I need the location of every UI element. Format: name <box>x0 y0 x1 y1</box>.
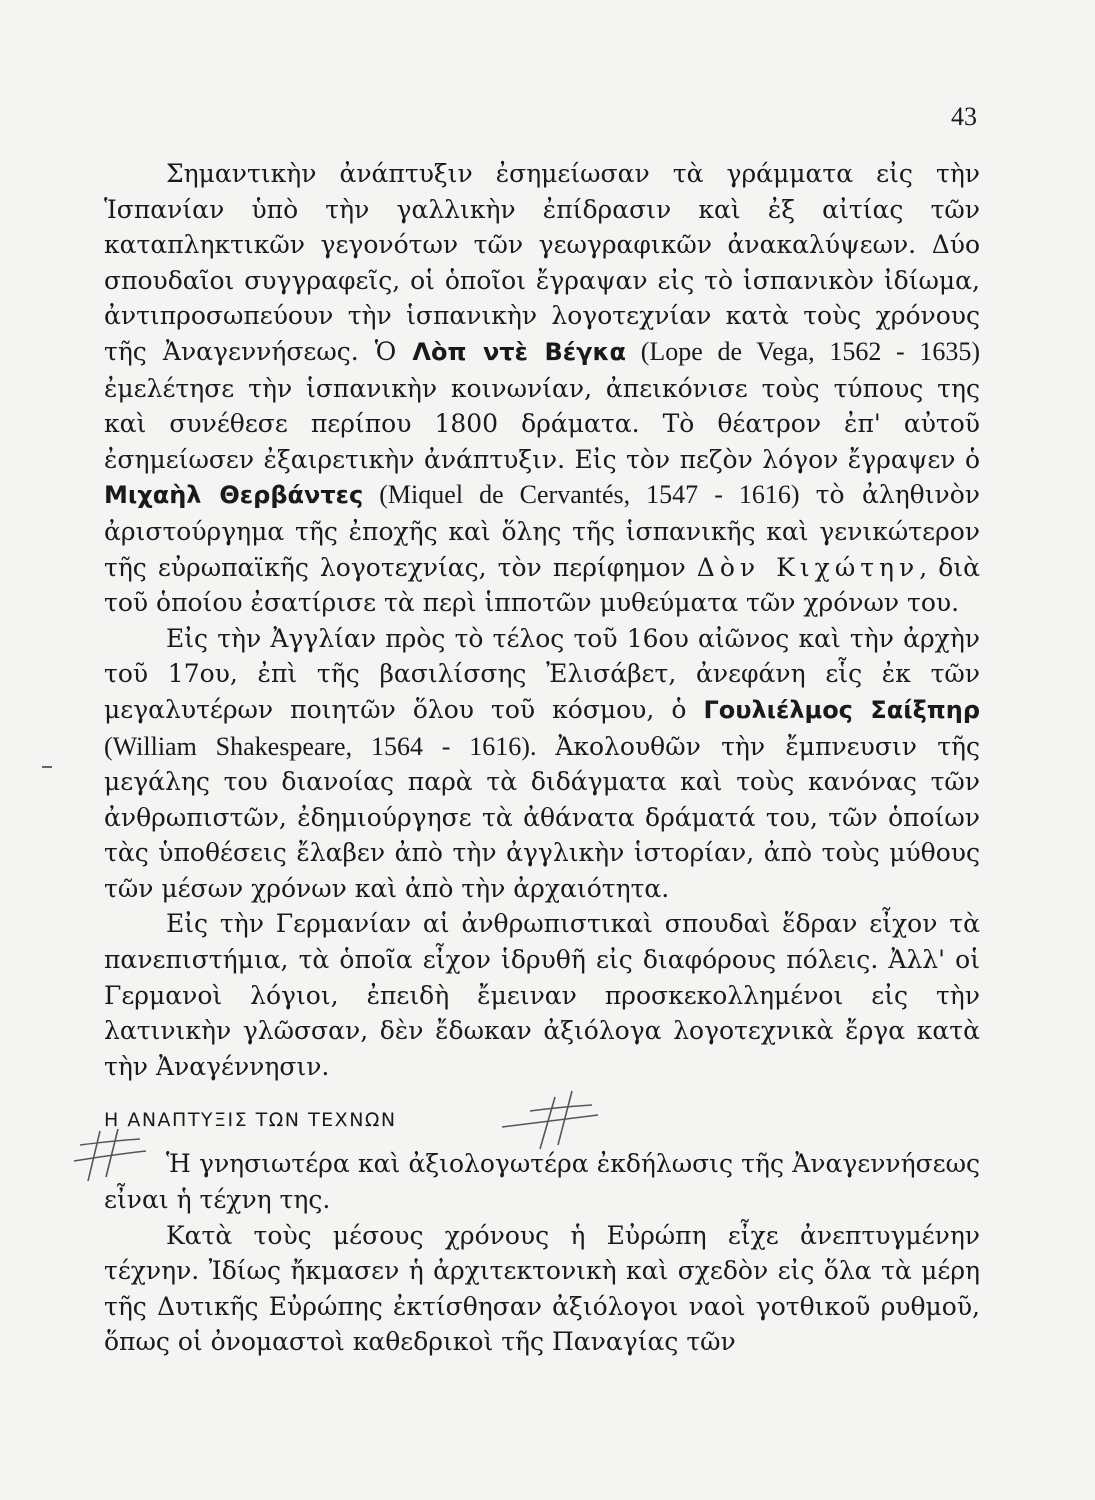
paragraph-germany <box>104 906 980 1084</box>
latin-shakespeare: (William Shakespeare, 1564 - 1616). <box>104 731 556 761</box>
page-number: 43 <box>951 102 977 131</box>
text-run: , διὰ τοῦ ὁποίου ἐσατίρισε τὰ περὶ ἱπποτῶν μυθεύματα τῶν χρόνων του. <box>104 552 980 618</box>
paragraph-art-intro <box>104 1146 980 1217</box>
text-run: Σημαντικὴν ἀνάπτυξιν ἐσημείωσαν τὰ γράμματα εἰς τὴν Ἱσπανίαν ὑπὸ τὴν γαλλικὴν ἐπίδρασιν καὶ ἐξ αἰτίας τῶν καταπληκτικῶν γεγονότων τῶν γεωγραφικῶν ἀνακαλύψεων. Δύο σπουδαῖοι συγγραφεῖς, οἱ ὁποῖοι ἔγραψαν εἰς τὸ ἱσπανικὸν ἰδίωμα, ἀντιπροσωπεύουν τὴν ἱσπανικὴν λογοτεχνίαν κατὰ τοὺς χρόνους τῆς Ἀναγεννήσεως. Ὁ <box>104 159 980 366</box>
section-heading: Η ΑΝΑΠΤΥΞΙΣ ΤΩΝ ΤΕΧΝΩΝ <box>104 1109 397 1132</box>
paragraph-art-middle-ages <box>104 1218 980 1360</box>
main-text <box>104 156 980 1360</box>
text-run: ἐμελέτησε τὴν ἱσπανικὴν κοινωνίαν, ἀπεικόνισε τοὺς τύπους της καὶ συνέθεσε περίπου 1800 δράματα. Τὸ θέατρον ἐπ' αὐτοῦ ἐσημείωσεν ἐξαιρετικὴν ἀνάπτυξιν. Εἰς τὸν πεζὸν λόγον ἔγραψεν ὁ <box>104 373 980 474</box>
name-cervantes: Μιχαὴλ Θερβάντες <box>104 481 364 510</box>
paragraph-spain <box>104 156 980 621</box>
paragraph-england <box>104 621 980 907</box>
text-run: Εἰς τὴν Ἀγγλίαν πρὸς τὸ τέλος τοῦ 16ου αἰῶνος καὶ τὴν ἀρχὴν τοῦ 17ου, ἐπὶ τῆς βασιλίσσης Ἐλισάβετ, ἀνεφάνη εἷς ἐκ τῶν μεγαλυτέρων ποιητῶν ὅλου τοῦ κόσμου, ὁ <box>104 623 980 724</box>
text-run: τὸ ἀληθινὸν ἀριστούργημα τῆς ἐποχῆς καὶ ὅλης τῆς ἱσπανικῆς καὶ γενικώτερον τῆς εὐρωπαϊκῆς λογοτεχνίας, τὸν περίφημον <box>104 480 980 582</box>
margin-dash <box>42 766 52 768</box>
name-lope-de-vega: Λὸπ ντὲ Βέγκα <box>412 337 627 366</box>
text-run: Ἡ γνησιωτέρα καὶ ἀξιολογωτέρα ἐκδήλωσις τῆς Ἀναγεννήσεως εἶναι ἡ τέχνη της. <box>104 1149 980 1215</box>
name-shakespeare: Γουλιέλμος Σαίξπηρ <box>703 695 981 724</box>
text-run: Εἰς τὴν Γερμανίαν αἱ ἀνθρωπιστικαὶ σπουδαὶ ἕδραν εἶχον τὰ πανεπιστήμια, τὰ ὁποῖα εἶχον ἱδρυθῆ εἰς διαφόρους πόλεις. Ἀλλ' οἱ Γερμανοὶ λόγιοι, ἐπειδὴ ἔμειναν προσκεκολλημένοι εἰς τὴν λατινικὴν γλῶσσαν, δὲν ἔδωκαν ἀξιόλογα λογοτεχνικὰ ἔργα κατὰ τὴν Ἀναγέννησιν. <box>104 909 980 1081</box>
latin-cervantes: (Miquel de Cervantés, 1547 - 1616) <box>363 480 816 510</box>
text-run: Ἀκολουθῶν τὴν ἔμπνευσιν τῆς μεγάλης του διανοίας παρὰ τὰ διδάγματα καὶ τοὺς κανόνας τῶν ἀνθρωπιστῶν, ἐδημιούργησε τὰ ἀθάνατα δράματά του, τῶν ὁποίων τὰς ὑποθέσεις ἔλαβεν ἀπὸ τὴν ἀγγλικὴν ἱστορίαν, ἀπὸ τοὺς μύθους τῶν μέσων χρόνων καὶ ἀπὸ τὴν ἀρχαιότητα. <box>104 731 980 903</box>
text-run: Κατὰ τοὺς μέσους χρόνους ἡ Εὐρώπη εἶχε ἀνεπτυγμένην τέχνην. Ἰδίως ἤκμασεν ἡ ἀρχιτεκτονικὴ καὶ σχεδὸν εἰς ὅλα τὰ μέρη τῆς Δυτικῆς Εὐρώπης ἐκτίσθησαν ἀξιόλογοι ναοὶ γοτθικοῦ ρυθμοῦ, ὅπως οἱ ὀνομαστοὶ καθεδρικοὶ τῆς Παναγίας τῶν <box>104 1220 980 1357</box>
latin-lope-de-vega: (Lope de Vega, 1562 - 1635) <box>626 336 980 366</box>
title-don-quixote: Δὸν Κιχώτην <box>696 552 920 582</box>
